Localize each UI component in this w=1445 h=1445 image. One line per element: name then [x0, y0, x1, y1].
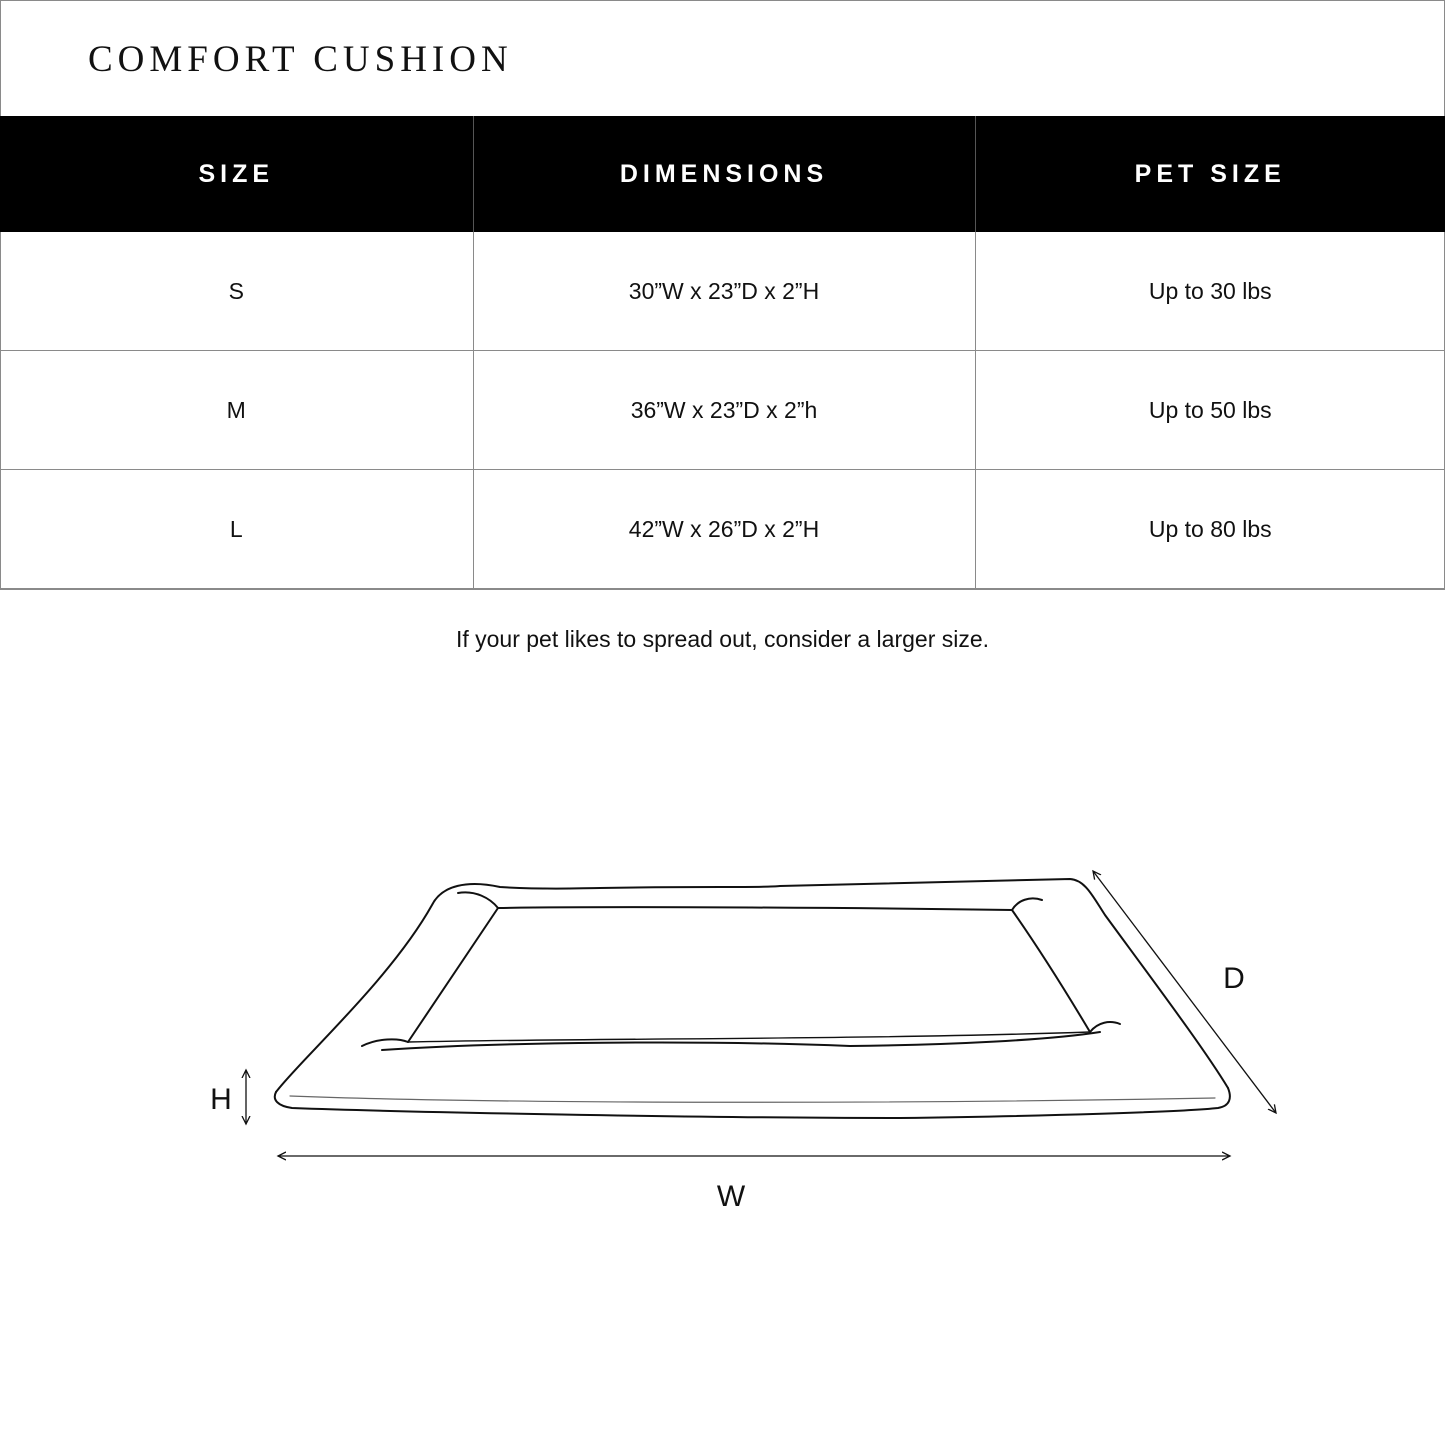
depth-label: D	[1223, 962, 1245, 995]
cell-pet-size: Up to 80 lbs	[975, 470, 1445, 589]
header-size: SIZE	[0, 116, 473, 232]
cell-dimensions: 42”W x 26”D x 2”H	[473, 470, 975, 589]
header-pet-size: PET SIZE	[975, 116, 1445, 232]
cell-pet-size: Up to 30 lbs	[975, 232, 1445, 351]
product-title: COMFORT CUSHION	[88, 39, 513, 80]
sizing-note: If your pet likes to spread out, consider a larger size.	[455, 626, 990, 652]
cell-pet-size: Up to 50 lbs	[975, 351, 1445, 470]
header-dimensions: DIMENSIONS	[473, 116, 975, 232]
cell-size: L	[0, 470, 473, 589]
cushion-outline	[275, 879, 1230, 1118]
depth-arrow	[1093, 871, 1276, 1113]
height-label: H	[210, 1083, 232, 1116]
cell-dimensions: 30”W x 23”D x 2”H	[473, 232, 975, 351]
cell-size: S	[0, 232, 473, 351]
cell-size: M	[0, 351, 473, 470]
width-label: W	[716, 1180, 746, 1213]
cell-dimensions: 36”W x 23”D x 2”h	[473, 351, 975, 470]
